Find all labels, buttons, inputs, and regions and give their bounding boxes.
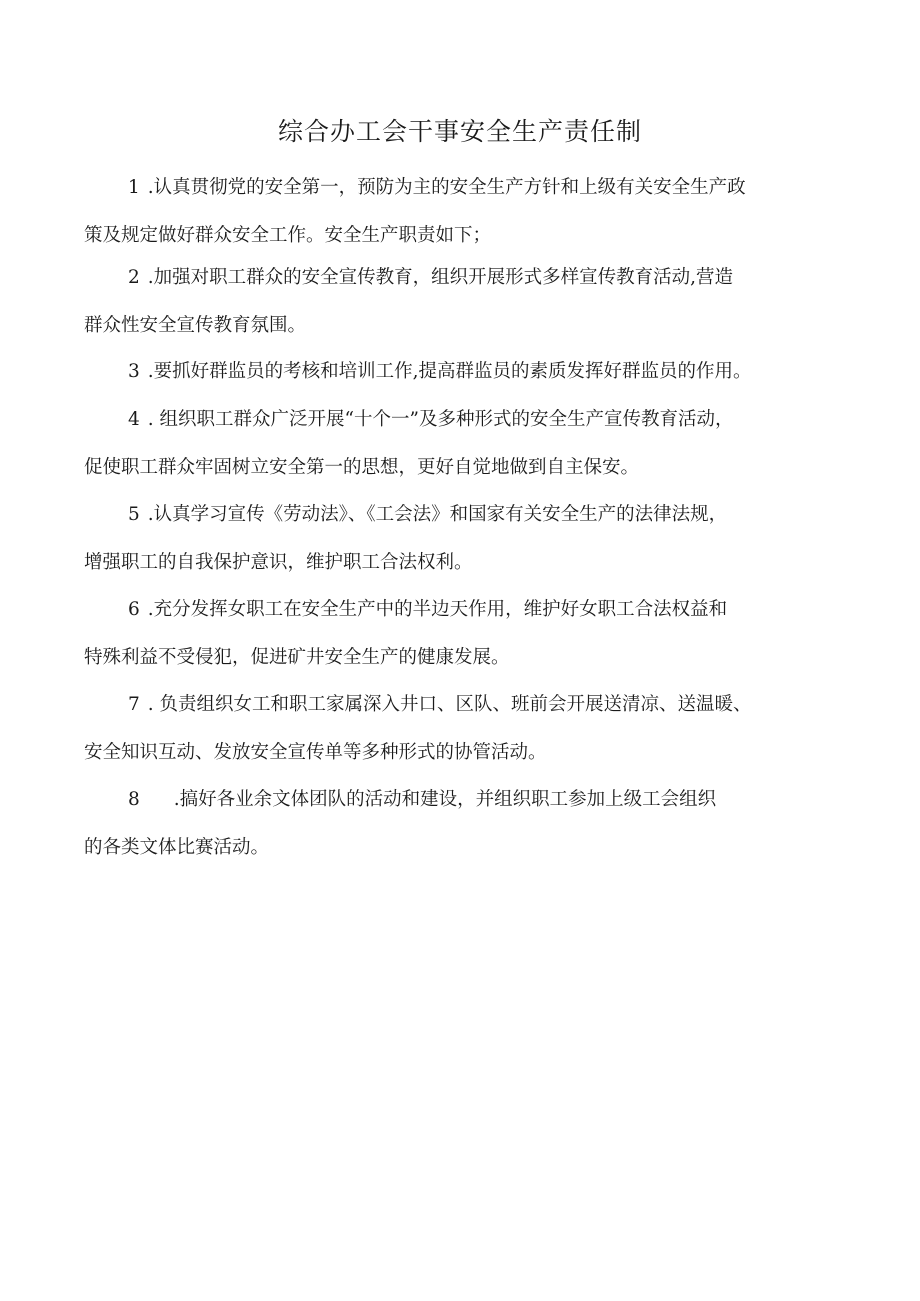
- item-text-line1: .要抓好群监员的考核和培训工作,提高群监员的素质发挥好群监员的作用。: [147, 361, 752, 382]
- item-1: [84, 164, 844, 260]
- item-text-line2: 安全知识互动、发放安全宣传单等多种形式的协管活动。: [84, 742, 547, 763]
- item-4: [84, 396, 844, 492]
- item-2: [84, 254, 844, 350]
- item-number: 2: [128, 267, 140, 288]
- item-text-line2: 策及规定做好群众安全工作。安全生产职责如下；: [84, 225, 492, 246]
- item-text-line1: .认真学习宣传《劳动法》、《工会法》和国家有关安全生产的法律法规，: [147, 504, 728, 525]
- item-text-line2: 特殊利益不受侵犯，促进矿井安全生产的健康发展。: [84, 647, 510, 668]
- item-number: 7: [128, 694, 140, 715]
- item-text-line1: .认真贯彻党的安全第一，预防为主的安全生产方针和上级有关安全生产政: [147, 177, 746, 198]
- item-text-line1: . 组织职工群众广泛开展“十个一”及多种形式的安全生产宣传教育活动，: [147, 409, 734, 430]
- item-3: [84, 348, 844, 396]
- item-number: 4: [128, 409, 140, 430]
- document-title: 综合办工会干事安全生产责任制: [277, 117, 642, 146]
- item-6: [84, 586, 844, 682]
- item-text-line1: .加强对职工群众的安全宣传教育，组织开展形式多样宣传教育活动,营造: [147, 267, 734, 288]
- item-text-line2: 增强职工的自我保护意识，维护职工合法权利。: [84, 552, 473, 573]
- item-7: [84, 681, 844, 777]
- item-number: 8: [128, 789, 140, 810]
- item-text-line1: .搞好各业余文体团队的活动和建设，并组织职工参加上级工会组织: [173, 789, 717, 810]
- item-text-line1: . 负责组织女工和职工家属深入井口、区队、班前会开展送清凉、送温暖、: [147, 694, 752, 715]
- item-number: 6: [128, 599, 140, 620]
- item-text-line2: 促使职工群众牢固树立安全第一的思想，更好自觉地做到自主保安。: [84, 457, 640, 478]
- item-text-line2: 群众性安全宣传教育氛围。: [84, 315, 307, 336]
- item-5: [84, 491, 844, 587]
- item-number: 3: [128, 361, 140, 382]
- item-number: 1: [128, 177, 140, 198]
- item-8: [84, 776, 844, 872]
- item-text-line2: 的各类文体比赛活动。: [84, 837, 270, 858]
- item-number: 5: [128, 504, 140, 525]
- item-text-line1: .充分发挥女职工在安全生产中的半边天作用，维护好女职工合法权益和: [147, 599, 728, 620]
